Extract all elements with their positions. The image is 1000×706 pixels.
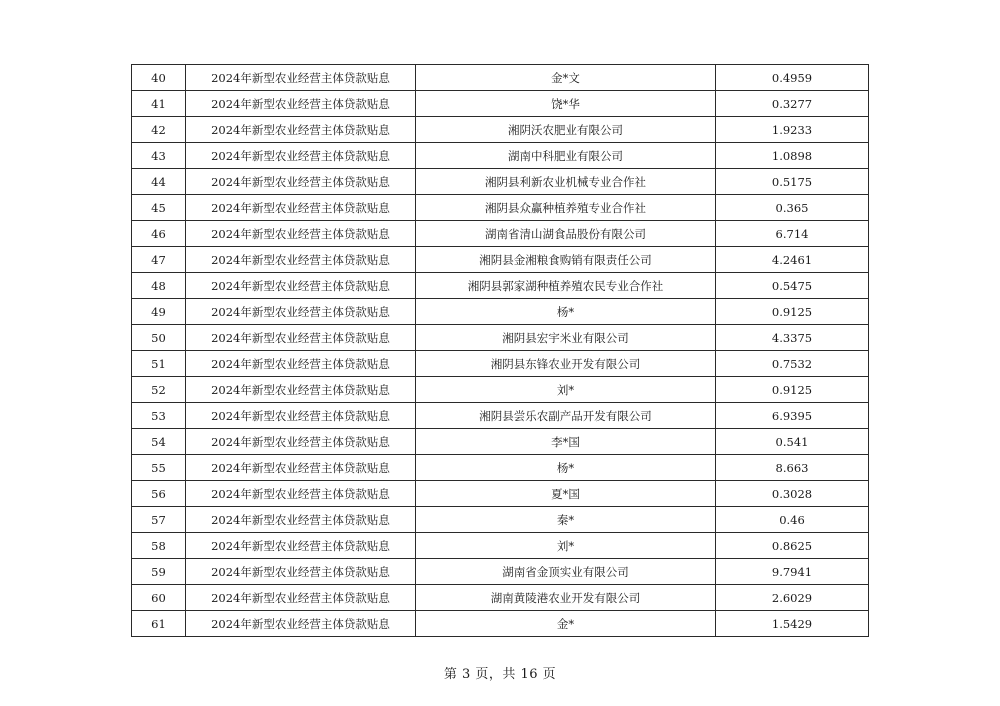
amount-cell: 8.663 [716,455,869,481]
amount-cell: 2.6029 [716,585,869,611]
table-row [132,481,869,507]
amount-cell: 0.365 [716,195,869,221]
table-row [132,247,869,273]
amount-cell: 0.4959 [716,65,869,91]
amount-cell: 9.7941 [716,559,869,585]
project-name-cell: 2024年新型农业经营主体贷款贴息 [186,169,416,195]
project-name-cell: 2024年新型农业经营主体贷款贴息 [186,611,416,637]
recipient-name-cell: 湘阴县宏宇米业有限公司 [416,325,716,351]
amount-cell: 4.3375 [716,325,869,351]
amount-cell: 0.9125 [716,299,869,325]
amount-cell: 6.9395 [716,403,869,429]
row-number-cell: 46 [132,221,186,247]
table-row [132,533,869,559]
recipient-name-cell: 李*国 [416,429,716,455]
table-row [132,455,869,481]
table-row [132,273,869,299]
amount-cell: 1.5429 [716,611,869,637]
project-name-cell: 2024年新型农业经营主体贷款贴息 [186,507,416,533]
table-row [132,65,869,91]
project-name-cell: 2024年新型农业经营主体贷款贴息 [186,299,416,325]
recipient-name-cell: 湖南黄陵港农业开发有限公司 [416,585,716,611]
project-name-cell: 2024年新型农业经营主体贷款贴息 [186,273,416,299]
table-row [132,169,869,195]
project-name-cell: 2024年新型农业经营主体贷款贴息 [186,91,416,117]
project-name-cell: 2024年新型农业经营主体贷款贴息 [186,195,416,221]
table-row [132,507,869,533]
table-row [132,585,869,611]
recipient-name-cell: 湘阴县尝乐农副产品开发有限公司 [416,403,716,429]
amount-cell: 0.8625 [716,533,869,559]
recipient-name-cell: 刘* [416,377,716,403]
project-name-cell: 2024年新型农业经营主体贷款贴息 [186,221,416,247]
recipient-name-cell: 刘* [416,533,716,559]
amount-cell: 0.3277 [716,91,869,117]
recipient-name-cell: 夏*国 [416,481,716,507]
project-name-cell: 2024年新型农业经营主体贷款贴息 [186,559,416,585]
table-row [132,195,869,221]
table-row [132,117,869,143]
recipient-name-cell: 湘阴沃农肥业有限公司 [416,117,716,143]
row-number-cell: 42 [132,117,186,143]
recipient-name-cell: 饶*华 [416,91,716,117]
amount-cell: 0.46 [716,507,869,533]
recipient-name-cell: 杨* [416,299,716,325]
project-name-cell: 2024年新型农业经营主体贷款贴息 [186,65,416,91]
project-name-cell: 2024年新型农业经营主体贷款贴息 [186,455,416,481]
project-name-cell: 2024年新型农业经营主体贷款贴息 [186,247,416,273]
row-number-cell: 47 [132,247,186,273]
project-name-cell: 2024年新型农业经营主体贷款贴息 [186,481,416,507]
row-number-cell: 57 [132,507,186,533]
row-number-cell: 43 [132,143,186,169]
table-row [132,429,869,455]
project-name-cell: 2024年新型农业经营主体贷款贴息 [186,325,416,351]
recipient-name-cell: 秦* [416,507,716,533]
recipient-name-cell: 湖南中科肥业有限公司 [416,143,716,169]
row-number-cell: 44 [132,169,186,195]
row-number-cell: 41 [132,91,186,117]
amount-cell: 0.5175 [716,169,869,195]
recipient-name-cell: 湖南省清山湖食品股份有限公司 [416,221,716,247]
amount-cell: 4.2461 [716,247,869,273]
project-name-cell: 2024年新型农业经营主体贷款贴息 [186,403,416,429]
project-name-cell: 2024年新型农业经营主体贷款贴息 [186,377,416,403]
table-row [132,143,869,169]
recipient-name-cell: 杨* [416,455,716,481]
table-row [132,325,869,351]
amount-cell: 0.541 [716,429,869,455]
recipient-name-cell: 湘阴县郭家湖种植养殖农民专业合作社 [416,273,716,299]
row-number-cell: 61 [132,611,186,637]
project-name-cell: 2024年新型农业经营主体贷款贴息 [186,533,416,559]
recipient-name-cell: 湘阴县众赢种植养殖专业合作社 [416,195,716,221]
row-number-cell: 58 [132,533,186,559]
recipient-name-cell: 金*文 [416,65,716,91]
recipient-name-cell: 金* [416,611,716,637]
amount-cell: 0.5475 [716,273,869,299]
amount-cell: 0.3028 [716,481,869,507]
page-number-footer: 第 3 页，共 16 页 [443,667,557,682]
row-number-cell: 60 [132,585,186,611]
project-name-cell: 2024年新型农业经营主体贷款贴息 [186,429,416,455]
project-name-cell: 2024年新型农业经营主体贷款贴息 [186,117,416,143]
recipient-name-cell: 湘阴县东锋农业开发有限公司 [416,351,716,377]
table-row [132,299,869,325]
recipient-name-cell: 湘阴县金湘粮食购销有限责任公司 [416,247,716,273]
row-number-cell: 51 [132,351,186,377]
table-row [132,611,869,637]
row-number-cell: 52 [132,377,186,403]
table-row [132,91,869,117]
recipient-name-cell: 湖南省金顶实业有限公司 [416,559,716,585]
amount-cell: 0.9125 [716,377,869,403]
table-row [132,221,869,247]
row-number-cell: 45 [132,195,186,221]
table-row [132,559,869,585]
row-number-cell: 56 [132,481,186,507]
amount-cell: 6.714 [716,221,869,247]
table-row [132,351,869,377]
row-number-cell: 54 [132,429,186,455]
subsidy-table-body [132,65,869,637]
row-number-cell: 48 [132,273,186,299]
row-number-cell: 55 [132,455,186,481]
row-number-cell: 59 [132,559,186,585]
row-number-cell: 40 [132,65,186,91]
table-row [132,403,869,429]
row-number-cell: 49 [132,299,186,325]
recipient-name-cell: 湘阴县利新农业机械专业合作社 [416,169,716,195]
amount-cell: 1.9233 [716,117,869,143]
row-number-cell: 50 [132,325,186,351]
project-name-cell: 2024年新型农业经营主体贷款贴息 [186,351,416,377]
table-row [132,377,869,403]
amount-cell: 0.7532 [716,351,869,377]
row-number-cell: 53 [132,403,186,429]
project-name-cell: 2024年新型农业经营主体贷款贴息 [186,143,416,169]
amount-cell: 1.0898 [716,143,869,169]
project-name-cell: 2024年新型农业经营主体贷款贴息 [186,585,416,611]
subsidy-table [131,64,869,637]
